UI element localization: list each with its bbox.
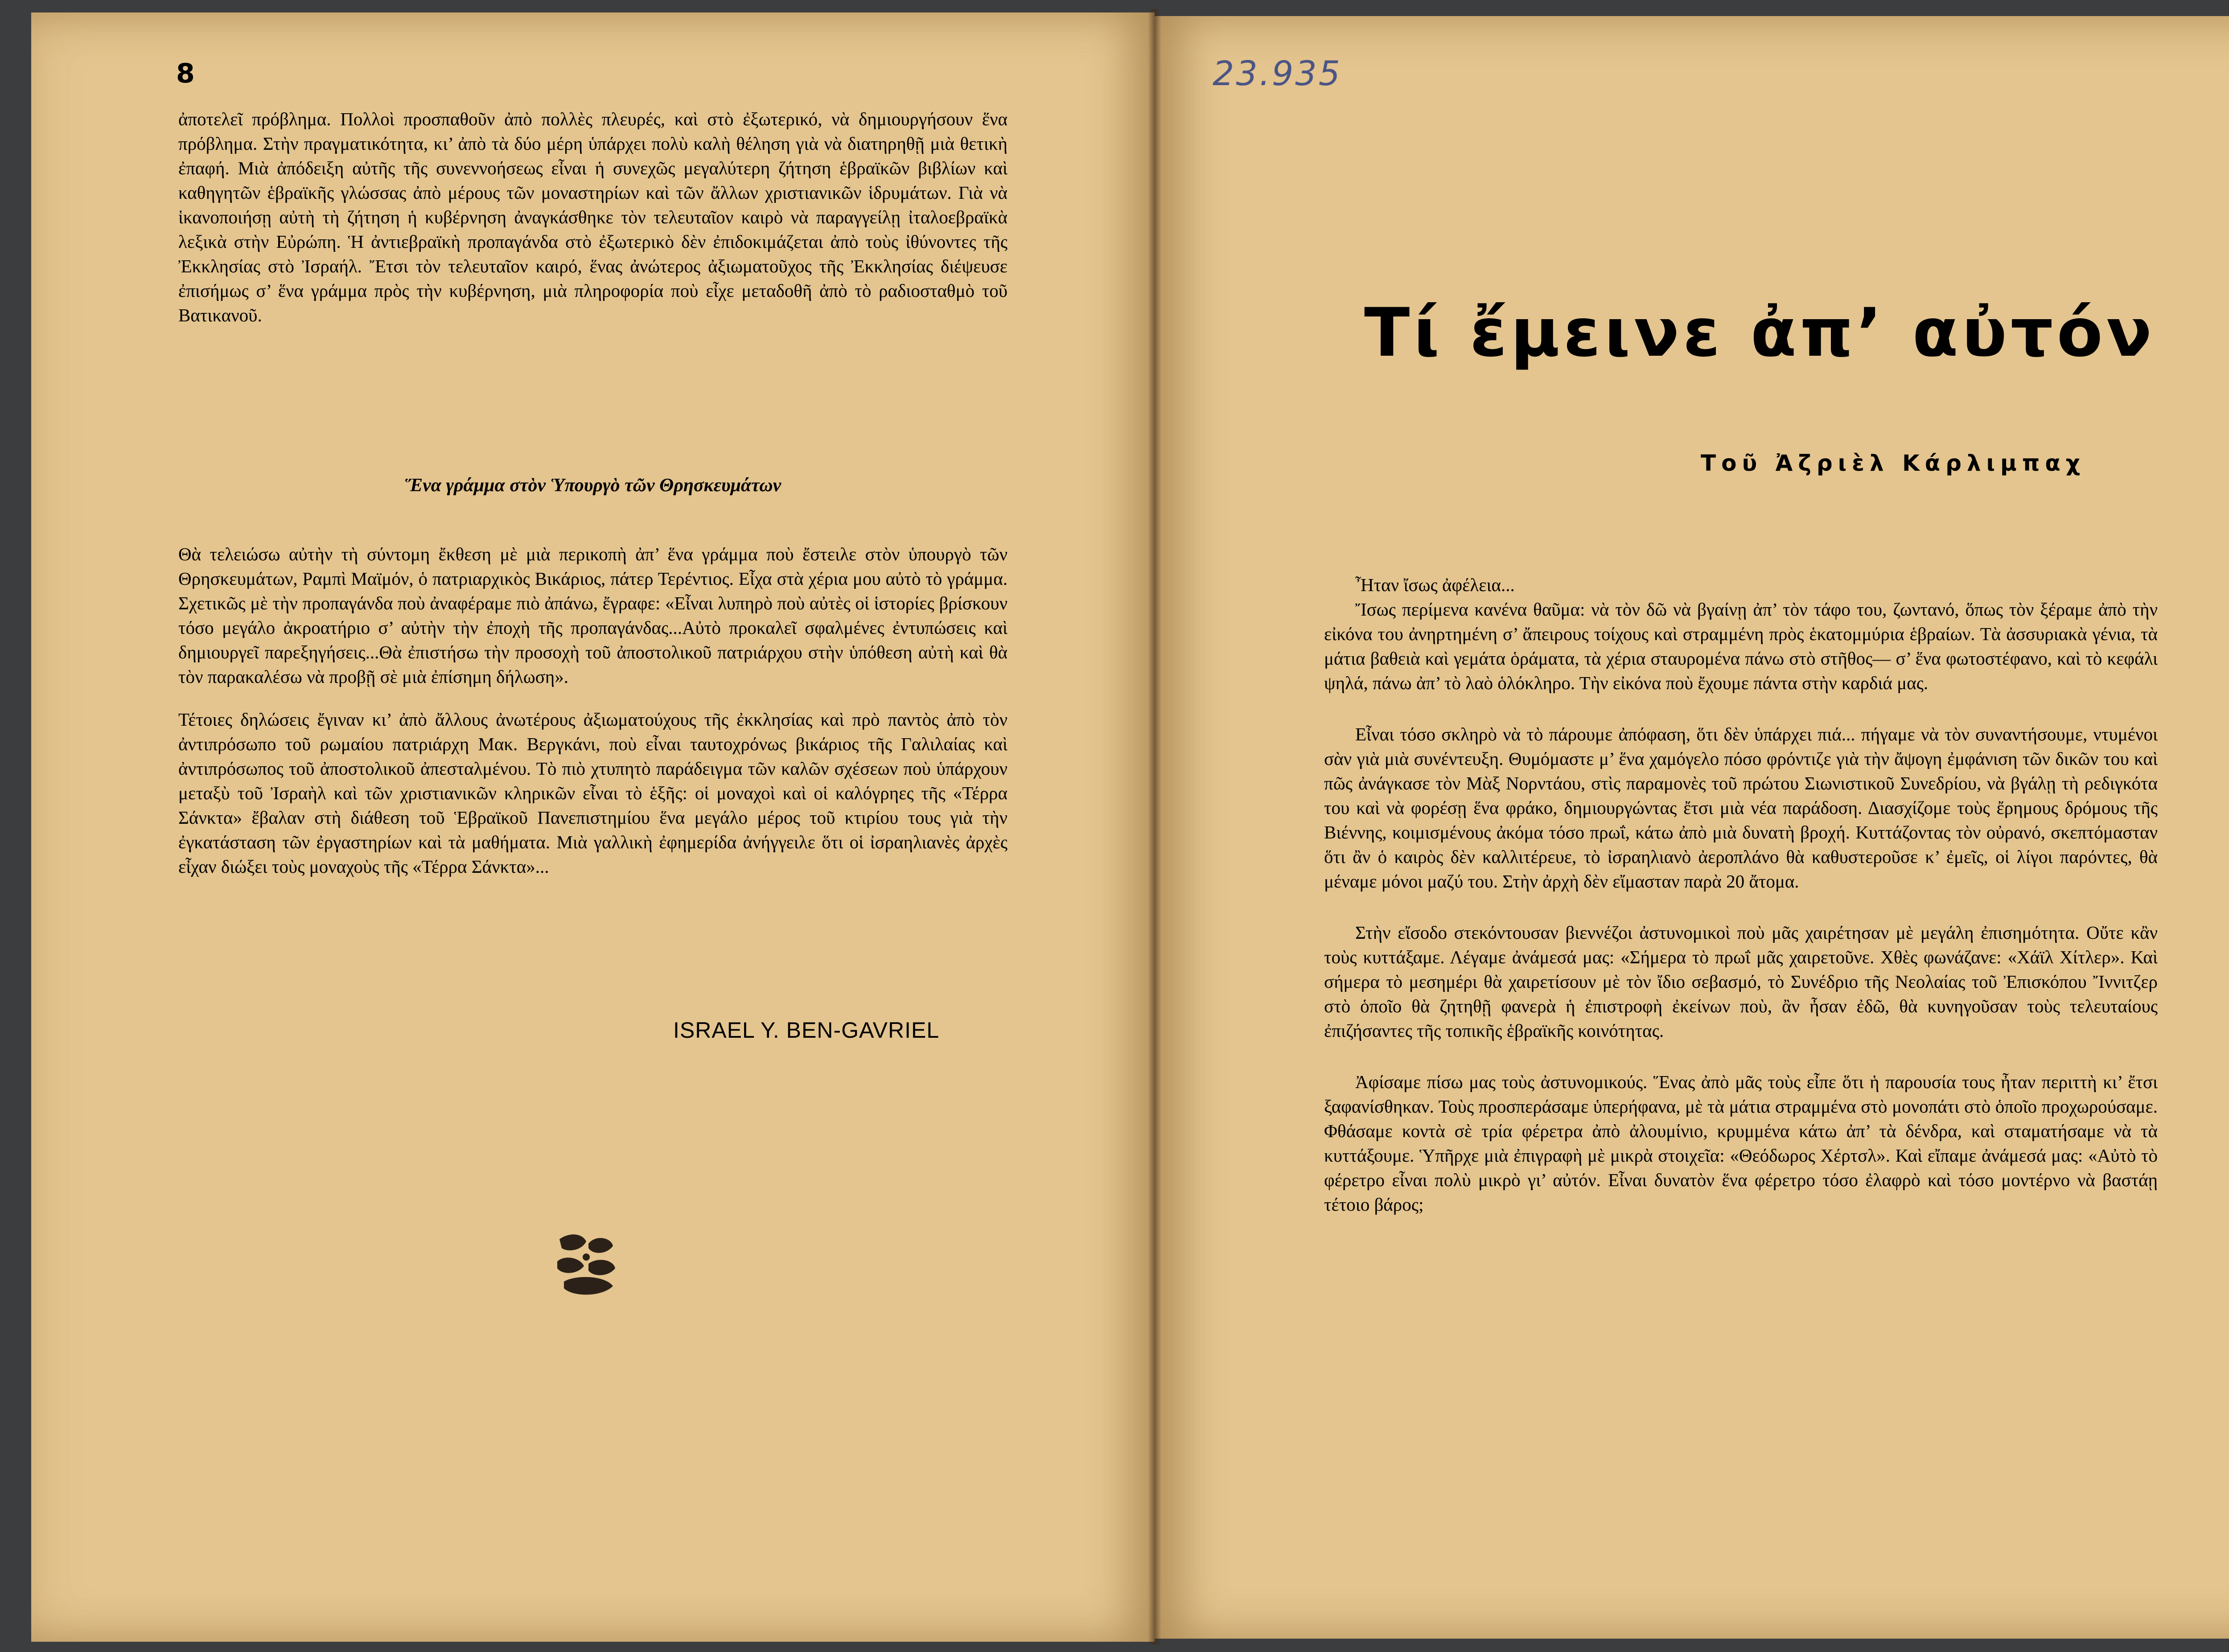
paragraph-spacer — [1324, 695, 2158, 722]
right-paragraph-2: Ἴσως περίμενα κανένα θαῦμα: νὰ τὸν δῶ νὰ βγαίνῃ ἀπ’ τὸν τάφο του, ζωντανό, ὅπως τὸν ξέραμε ἀπὸ τὴν εἰκόνα του ἀνηρτημένη σ’ ἄπειρους τοίχους καὶ στραμμένη πρὸς ἑκατομμύρια ἑβραίων. Τὰ ἀσσυριακὰ γένια, τὰ μάτια βαθειὰ καὶ γεμάτα ὁράματα, τὰ χέρια σταυρομένα πάνω στὸ στῆθος— σ’ ἕνα φωτοστέφανο, καὶ τὸ κεφάλι ψηλά, πάνω ἀπ’ τὸ λαὸ ὁλόκληρο. Τὴν εἰκόνα ποὺ ἔχουμε πάντα στὴν καρδιά μας. — [1324, 599, 2158, 693]
left-paragraph-3: Τέτοιες δηλώσεις ἔγιναν κι’ ἀπὸ ἄλλους ἀνωτέρους ἀξιωματούχους τῆς ἐκκλησίας καὶ πρὸ παντὸς ἀπὸ τὸν ἀντιπρόσωπο τοῦ ρωμαίου πατριάρχη Μακ. Βεργκάνι, ποὺ εἶναι ταυτοχρόνως βικάριος τῆς Γαλιλαίας καὶ ἀντιπρόσωπος τοῦ ἀποστολικοῦ ἀπεσταλμένου. Τὸ πιὸ χτυπητὸ παράδειγμα τῶν καλῶν σχέσεων ποὺ ὑπάρχουν μεταξὺ τοῦ Ἰσραὴλ καὶ τῶν χριστιανικῶν κληρικῶν εἶναι τὸ ἑξῆς: οἱ μοναχοὶ καὶ οἱ καλόγρηες τῆς «Τέρρα Σάνκτα» ἔβαλαν στὴ διάθεση τοῦ Ἑβραϊκοῦ Πανεπιστημίου ἕνα μεγάλο μέρος τοῦ κτιρίου τους γιὰ τὴν ἐγκατάσταση τῶν ἐργαστηρίων καὶ τὰ μαθήματα. Μιὰ γαλλικὴ ἐφημερίδα ἀνήγγειλε ὅτι οἱ ἰσραηλιανὲς ἀρχὲς εἶχαν διώξει τοὺς μοναχοὺς τῆς «Τέρρα Σάνκτα»... — [178, 709, 1008, 877]
right-paragraph-4: Στὴν εἴσοδο στεκόντουσαν βιεννέζοι ἀστυνομικοὶ ποὺ μᾶς χαιρέτησαν μὲ μεγάλη ἐπισημότητα. Οὔτε κἂν τοὺς κυττάξαμε. Λέγαμε ἀνάμεσά μας: «Σήμερα τὸ πρωΐ μᾶς χαιρετοῦνε. Χθὲς φωνάζανε: «Χάϊλ Χίτλερ». Καὶ σήμερα τὸ μεσημέρι θὰ χαιρετίσουν μὲ τὸν ἴδιο σεβασμό, τὸ Συνέδριο τῆς Νεολαίας τοῦ Ἐπισκόπου Ἴννιτζερ στὸ ὁποῖο θὰ ζητηθῇ φανερὰ ἡ ἐπιστροφὴ ἐκείνων ποὺ, ἂν ἦσαν ἐδῶ, θὰ κυνηγοῦσαν τοὺς τελευταίους ἐπιζήσαντες τῆς τοπικῆς ἑβραϊκῆς κοινότητας. — [1324, 922, 2158, 1041]
right-paragraph-5: Ἀφίσαμε πίσω μας τοὺς ἀστυνομικούς. Ἕνας ἀπὸ μᾶς τοὺς εἶπε ὅτι ἡ παρουσία τους ἦταν περιττὴ κι’ ἔτσι ξαφανίσθηκαν. Τοὺς προσπεράσαμε ὑπερήφανα, μὲ τὰ μάτια στραμμένα στὸ μονοπάτι στὸ ὁποῖο προχωρούσαμε. Φθάσαμε κοντὰ σὲ τρία φέρετρα ἀπὸ ἀλουμίνιο, κρυμμένα κάτω ἀπ’ τὰ δένδρα, καὶ σταματήσαμε νὰ τὰ κυττάξουμε. Ὑπῆρχε μιὰ ἐπιγραφὴ μὲ μικρὰ στοιχεῖα: «Θεόδωρος Χέρτσλ». Καὶ εἴπαμε ἀνάμεσά μας: «Αὐτὸ τὸ φέρετρο εἶναι πολὺ μικρὸ γι’ αὐτόν. Εἶναι δυνατὸν ἕνα φέρετρο τόσο ἐλαφρὸ καὶ τόσο μοντέρνο νὰ βαστάῃ τέτοιο βάρος; — [1324, 1072, 2158, 1215]
article-author: Τοῦ Ἀζριὲλ Κάρλιμπαχ — [1701, 450, 2085, 476]
left-column-top — [178, 107, 1008, 328]
paragraph-spacer — [1324, 894, 2158, 921]
handwritten-note: 23.935 — [1213, 53, 1342, 93]
right-column — [1324, 573, 2158, 1217]
book-gutter — [1148, 9, 1161, 1645]
paragraph-spacer — [1324, 1043, 2158, 1070]
right-paragraph-1: Ἦταν ἴσως ἀφέλεια... — [1355, 575, 1515, 595]
left-column-bottom — [178, 524, 1008, 897]
section-heading: Ἕνα γράμμα στὸν Ὑπουργὸ τῶν Θρησκευμάτων — [404, 475, 781, 496]
left-paragraph-1: ἀποτελεῖ πρόβλημα. Πολλοὶ προσπαθοῦν ἀπὸ πολλὲς πλευρές, καὶ στὸ ἐξωτερικό, νὰ δημιουργήσουν ἕνα πρόβλημα. Στὴν πραγματικότητα, κι’ ἀπὸ τὰ δύο μέρη ὑπάρχει πολὺ καλὴ θέληση γιὰ νὰ διατηρηθῇ μιὰ θετικὴ ἐπαφή. Μιὰ ἀπόδειξη αὐτῆς τῆς συνεννοήσεως εἶναι ἡ συνεχῶς μεγαλύτερη ζήτηση ἑβραϊκῶν βιβλίων καὶ καθηγητῶν ἑβραϊκῆς γλώσσας ἀπὸ μέρους τῶν μοναστηρίων καὶ τῶν ἄλλων χριστιανικῶν ἱδρυμάτων. Γιὰ νὰ ἱκανοποιήσῃ αὐτὴ τὴ ζήτηση ἡ κυβέρνηση ἀναγκάσθηκε τὸν τελευταῖον καιρὸ νὰ παραγγείλῃ ἰταλοεβραϊκὰ λεξικὰ στὴν Εὐρώπη. Ἡ ἀντιεβραϊκὴ προπαγάνδα στὸ ἐξωτερικὸ δὲν ἐπιδοκιμάζεται ἀπὸ τοὺς ἰθύνοντες τῆς Ἐκκλησίας στὸ Ἰσραήλ. Ἔτσι τὸν τελευταῖον καιρό, ἕνας ἀνώτερος ἀξιωματοῦχος τῆς Ἐκκλησίας διέψευσε ἐπισήμως σ’ ἕνα γράμμα πρὸς τὴν κυβέρνηση, μιὰ πληροφορία ποὺ εἶχε μεταδοθῆ ἀπὸ τὸ ραδιοσταθμὸ τοῦ Βατικανοῦ. — [178, 109, 1008, 325]
page-number: 8 — [176, 58, 195, 89]
article-title: Τί ἔμεινε ἀπ’ αὐτόν — [1364, 294, 2155, 372]
left-paragraph-2: Θὰ τελειώσω αὐτὴν τὴ σύντομη ἔκθεση μὲ μιὰ περικοπὴ ἀπ’ ἕνα γράμμα ποὺ ἔστειλε στὸν ὑπουργὸ τῶν Θρησκευμάτων, Ραμπὶ Μαϊμόν, ὁ πατριαρχικὸς Βικάριος, πάτερ Τερέντιος. Εἶχα στὰ χέρια μου αὐτὸ τὸ γράμμα. Σχετικῶς μὲ τὴν προπαγάνδα ποὺ ἀναφέραμε πιὸ ἀπάνω, ἔγραφε: «Εἶναι λυπηρὸ ποὺ αὐτὲς οἱ ἱστορίες βρίσκουν τόσο μεγάλο ἀκροατήριο σ’ αὐτὴν τὴν ἐποχὴ τῆς προπαγάνδας...Αὐτὸ προκαλεῖ σφαλμένες ἐντυπώσεις καὶ δημιουργεῖ παρεξηγήσεις...Θὰ ἐπιστήσω τὴν προσοχὴ τοῦ ἀποστολικοῦ πατριάρχου στὴν ὑπόθεση αὐτὴ καὶ θὰ τὸν παρακαλέσω νὰ προβῇ σὲ μιὰ ἐπίσημη δήλωση». — [178, 544, 1008, 687]
author-signature: ISRAEL Y. BEN-GAVRIEL — [673, 1018, 940, 1043]
right-paragraph-3: Εἶναι τόσο σκληρὸ νὰ τὸ πάρουμε ἀπόφαση, ὅτι δὲν ὑπάρχει πιά... πήγαμε νὰ τὸν συναντήσουμε, ντυμένοι σὰν γιὰ μιὰ συνέντευξη. Θυμόμαστε μ’ ἕνα χαμόγελο πόσο φρόντιζε γιὰ τὴν ἄψογη ἐμφάνιση τῶν δικῶν του καὶ πῶς ἀνάγκασε τὸν Μὰξ Νορντάου, στὶς παραμονὲς τοῦ πρώτου Σιωνιστικοῦ Συνεδρίου, νὰ βγάλῃ τὴ ρεδιγκότα του καὶ νὰ φορέσῃ ἕνα φράκο, δημιουργώντας ἔτσι μιὰ νέα παράδοση. Διασχίζομε τοὺς ἔρημους δρόμους τῆς Βιέννης, κοιμισμένους ἀκόμα τόσο πρωΐ, κάτω ἀπὸ μιὰ δυνατὴ βροχή. Κυττάζοντας τὸν οὐρανό, σκεπτόμασταν ὅτι ἂν ὁ καιρὸς δὲν καλλιτέρευε, τὸ ἰσραηλιανὸ ἀεροπλάνο θὰ καθυστεροῦσε κ’ ἐμεῖς, οἱ λίγοι παρόντες, θὰ μέναμε μόνοι μαζύ του. Στὴν ἀρχὴ δὲν εἴμασταν παρὰ 20 ἄτομα. — [1324, 724, 2158, 892]
floral-ornament-icon — [551, 1230, 622, 1302]
